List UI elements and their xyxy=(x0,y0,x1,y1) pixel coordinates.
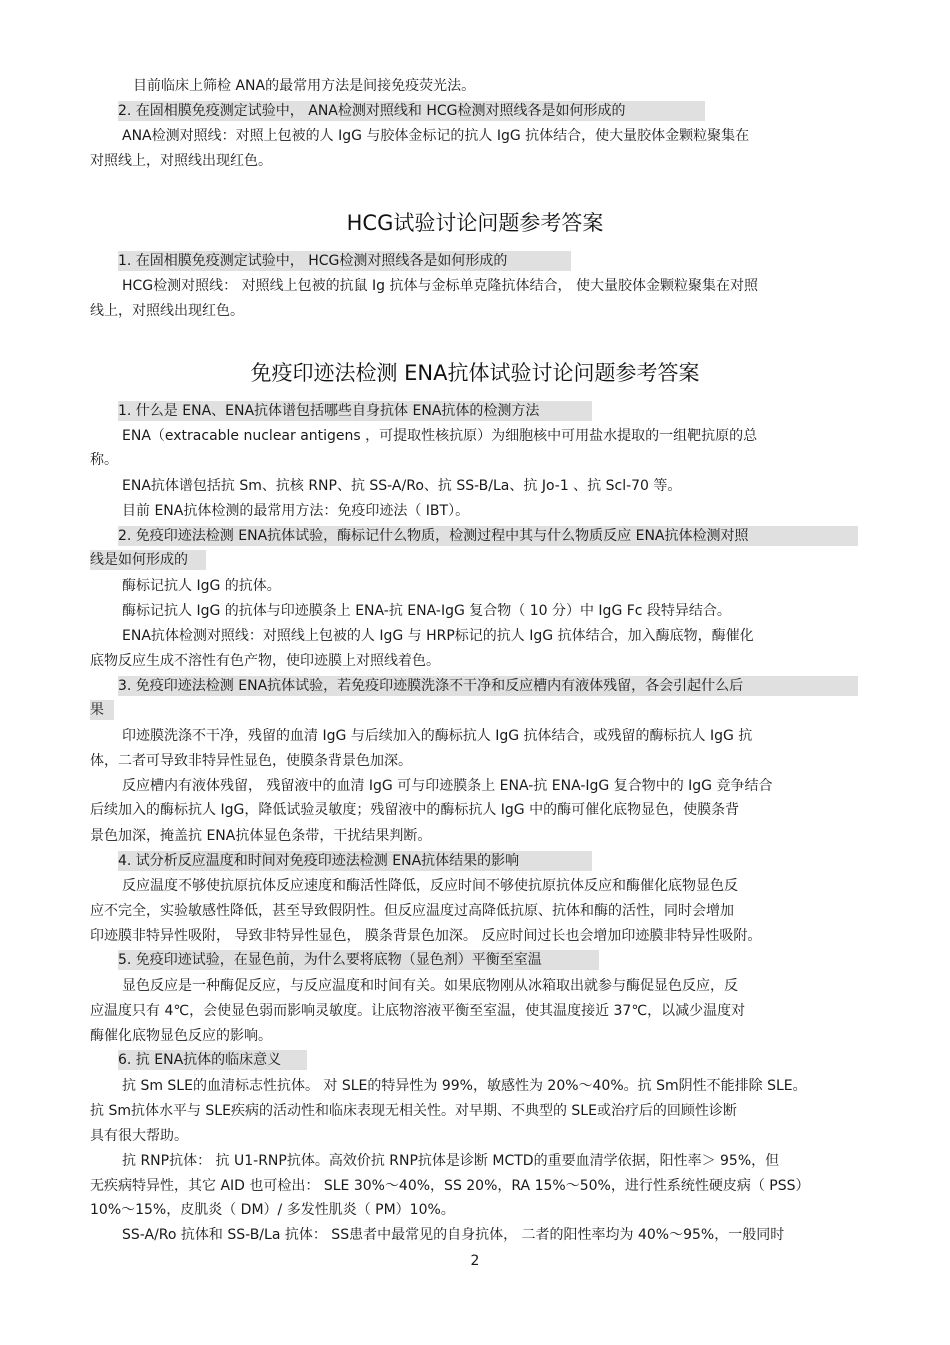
paragraph-line: 显色反应是一种酶促反应，与反应温度和时间有关。如果底物刚从冰箱取出就参与酶促显色反应，反 xyxy=(122,978,738,994)
paragraph-line: 称。 xyxy=(90,452,118,468)
paragraph-line: 具有很大帮助。 xyxy=(90,1128,188,1144)
section-title-ena: 免疫印迹法检测 ENA抗体试验讨论问题参考答案 xyxy=(250,361,700,385)
paragraph-line: 应温度只有 4℃，会使显色弱而影响灵敏度。让底物溶液平衡至室温，使其温度接近 37℃，以减少温度对 xyxy=(90,1003,746,1019)
paragraph-line: 景色加深，掩盖抗 ENA抗体显色条带，干扰结果判断。 xyxy=(90,828,432,844)
paragraph-line: 反应温度不够使抗原抗体反应速度和酶活性降低，反应时间不够使抗原抗体反应和酶催化底物显色反 xyxy=(122,878,738,894)
paragraph-line: 目前临床上筛检 ANA的最常用方法是间接免疫荧光法。 xyxy=(133,78,476,94)
question-heading: 2. 在固相膜免疫测定试验中， ANA检测对照线和 HCG检测对照线各是如何形成的 xyxy=(118,101,705,121)
page-number: 2 xyxy=(470,1253,480,1269)
paragraph-line: ENA（extracable nuclear antigens ，可提取性核抗原）为细胞核中可用盐水提取的一组靶抗原的总 xyxy=(122,428,758,444)
paragraph-line: 反应槽内有液体残留， 残留液中的血清 IgG 可与印迹膜条上 ENA-抗 ENA-IgG 复合物中的 IgG 竞争结合 xyxy=(122,778,773,794)
question-heading: 5. 免疫印迹试验，在显色前，为什么要将底物（显色剂）平衡至室温 xyxy=(118,950,599,970)
question-heading: 3. 免疫印迹法检测 ENA抗体试验，若免疫印迹膜洗涤不干净和反应槽内有液体残留，各会引起什么后 xyxy=(118,676,858,696)
paragraph-line: 体，二者可导致非特异性显色，使膜条背景色加深。 xyxy=(90,753,412,769)
paragraph-line: ENA抗体检测对照线：对照线上包被的人 IgG 与 HRP标记的抗人 IgG 抗体结合，加入酶底物，酶催化 xyxy=(122,628,754,644)
paragraph-line: 对照线上，对照线出现红色。 xyxy=(90,153,272,169)
question-heading: 6. 抗 ENA抗体的临床意义 xyxy=(118,1050,307,1070)
question-heading: 线是如何形成的 xyxy=(90,550,206,570)
question-heading: 4. 试分析反应温度和时间对免疫印迹法检测 ENA抗体结果的影响 xyxy=(118,851,592,871)
question-heading: 2. 免疫印迹法检测 ENA抗体试验，酶标记什么物质，检测过程中其与什么物质反应 ENA抗体检测对照 xyxy=(118,526,858,546)
paragraph-line: 印迹膜非特异性吸附， 导致非特异性显色， 膜条背景色加深。 反应时间过长也会增加印迹膜非特异性吸附。 xyxy=(90,928,762,944)
paragraph-line: 后续加入的酶标抗人 IgG，降低试验灵敏度；残留液中的酶标抗人 IgG 中的酶可催化底物显色，使膜条背 xyxy=(90,802,740,818)
paragraph-line: ANA检测对照线：对照上包被的人 IgG 与胶体金标记的抗人 IgG 抗体结合，使大量胶体金颗粒聚集在 xyxy=(122,128,750,144)
paragraph-line: 10%～15%，皮肌炎（ DM）/ 多发性肌炎（ PM）10%。 xyxy=(90,1202,455,1218)
paragraph-line: 酶催化底物显色反应的影响。 xyxy=(90,1028,272,1044)
paragraph-line: ENA抗体谱包括抗 Sm、抗核 RNP、抗 SS-A/Ro、抗 SS-B/La、抗 Jo-1 、抗 Scl-70 等。 xyxy=(122,478,682,494)
paragraph-line: 底物反应生成不溶性有色产物，使印迹膜上对照线着色。 xyxy=(90,653,440,669)
paragraph-line: 抗 Sm SLE的血清标志性抗体。 对 SLE的特异性为 99%，敏感性为 20%～40%。抗 Sm阴性不能排除 SLE。 xyxy=(122,1078,807,1094)
paragraph-line: 目前 ENA抗体检测的最常用方法：免疫印迹法（ IBT）。 xyxy=(122,503,470,519)
paragraph-line: 印迹膜洗涤不干净，残留的血清 IgG 与后续加入的酶标抗人 IgG 抗体结合，或残留的酶标抗人 IgG 抗 xyxy=(122,728,753,744)
paragraph-line: 无疾病特异性，其它 AID 也可检出： SLE 30%～40%，SS 20%，RA 15%～50%，进行性系统性硬皮病（ PSS） xyxy=(90,1178,810,1194)
paragraph-line: 线上，对照线出现红色。 xyxy=(90,303,244,319)
section-title-hcg: HCG试验讨论问题参考答案 xyxy=(346,211,604,235)
paragraph-line: 抗 Sm抗体水平与 SLE疾病的活动性和临床表现无相关性。对早期、不典型的 SLE或治疗后的回顾性诊断 xyxy=(90,1103,737,1119)
question-heading: 果 xyxy=(90,700,114,720)
paragraph-line: HCG检测对照线： 对照线上包被的抗鼠 Ig 抗体与金标单克隆抗体结合， 使大量胶体金颗粒聚集在对照 xyxy=(122,278,758,294)
paragraph-line: 应不完全，实验敏感性降低，甚至导致假阴性。但反应温度过高降低抗原、抗体和酶的活性，同时会增加 xyxy=(90,903,734,919)
question-heading: 1. 什么是 ENA、ENA抗体谱包括哪些自身抗体 ENA抗体的检测方法 xyxy=(118,401,592,421)
paragraph-line: 酶标记抗人 IgG 的抗体与印迹膜条上 ENA-抗 ENA-IgG 复合物（ 10 分）中 IgG Fc 段特异结合。 xyxy=(122,603,731,619)
paragraph-line: 酶标记抗人 IgG 的抗体。 xyxy=(122,578,281,594)
paragraph-line: SS-A/Ro 抗体和 SS-B/La 抗体： SS患者中最常见的自身抗体， 二者的阳性率均为 40%～95%，一般同时 xyxy=(122,1227,785,1243)
question-heading: 1. 在固相膜免疫测定试验中， HCG检测对照线各是如何形成的 xyxy=(118,251,571,271)
paragraph-line: 抗 RNP抗体： 抗 U1-RNP抗体。高效价抗 RNP抗体是诊断 MCTD的重要血清学依据，阳性率＞ 95%，但 xyxy=(122,1153,780,1169)
